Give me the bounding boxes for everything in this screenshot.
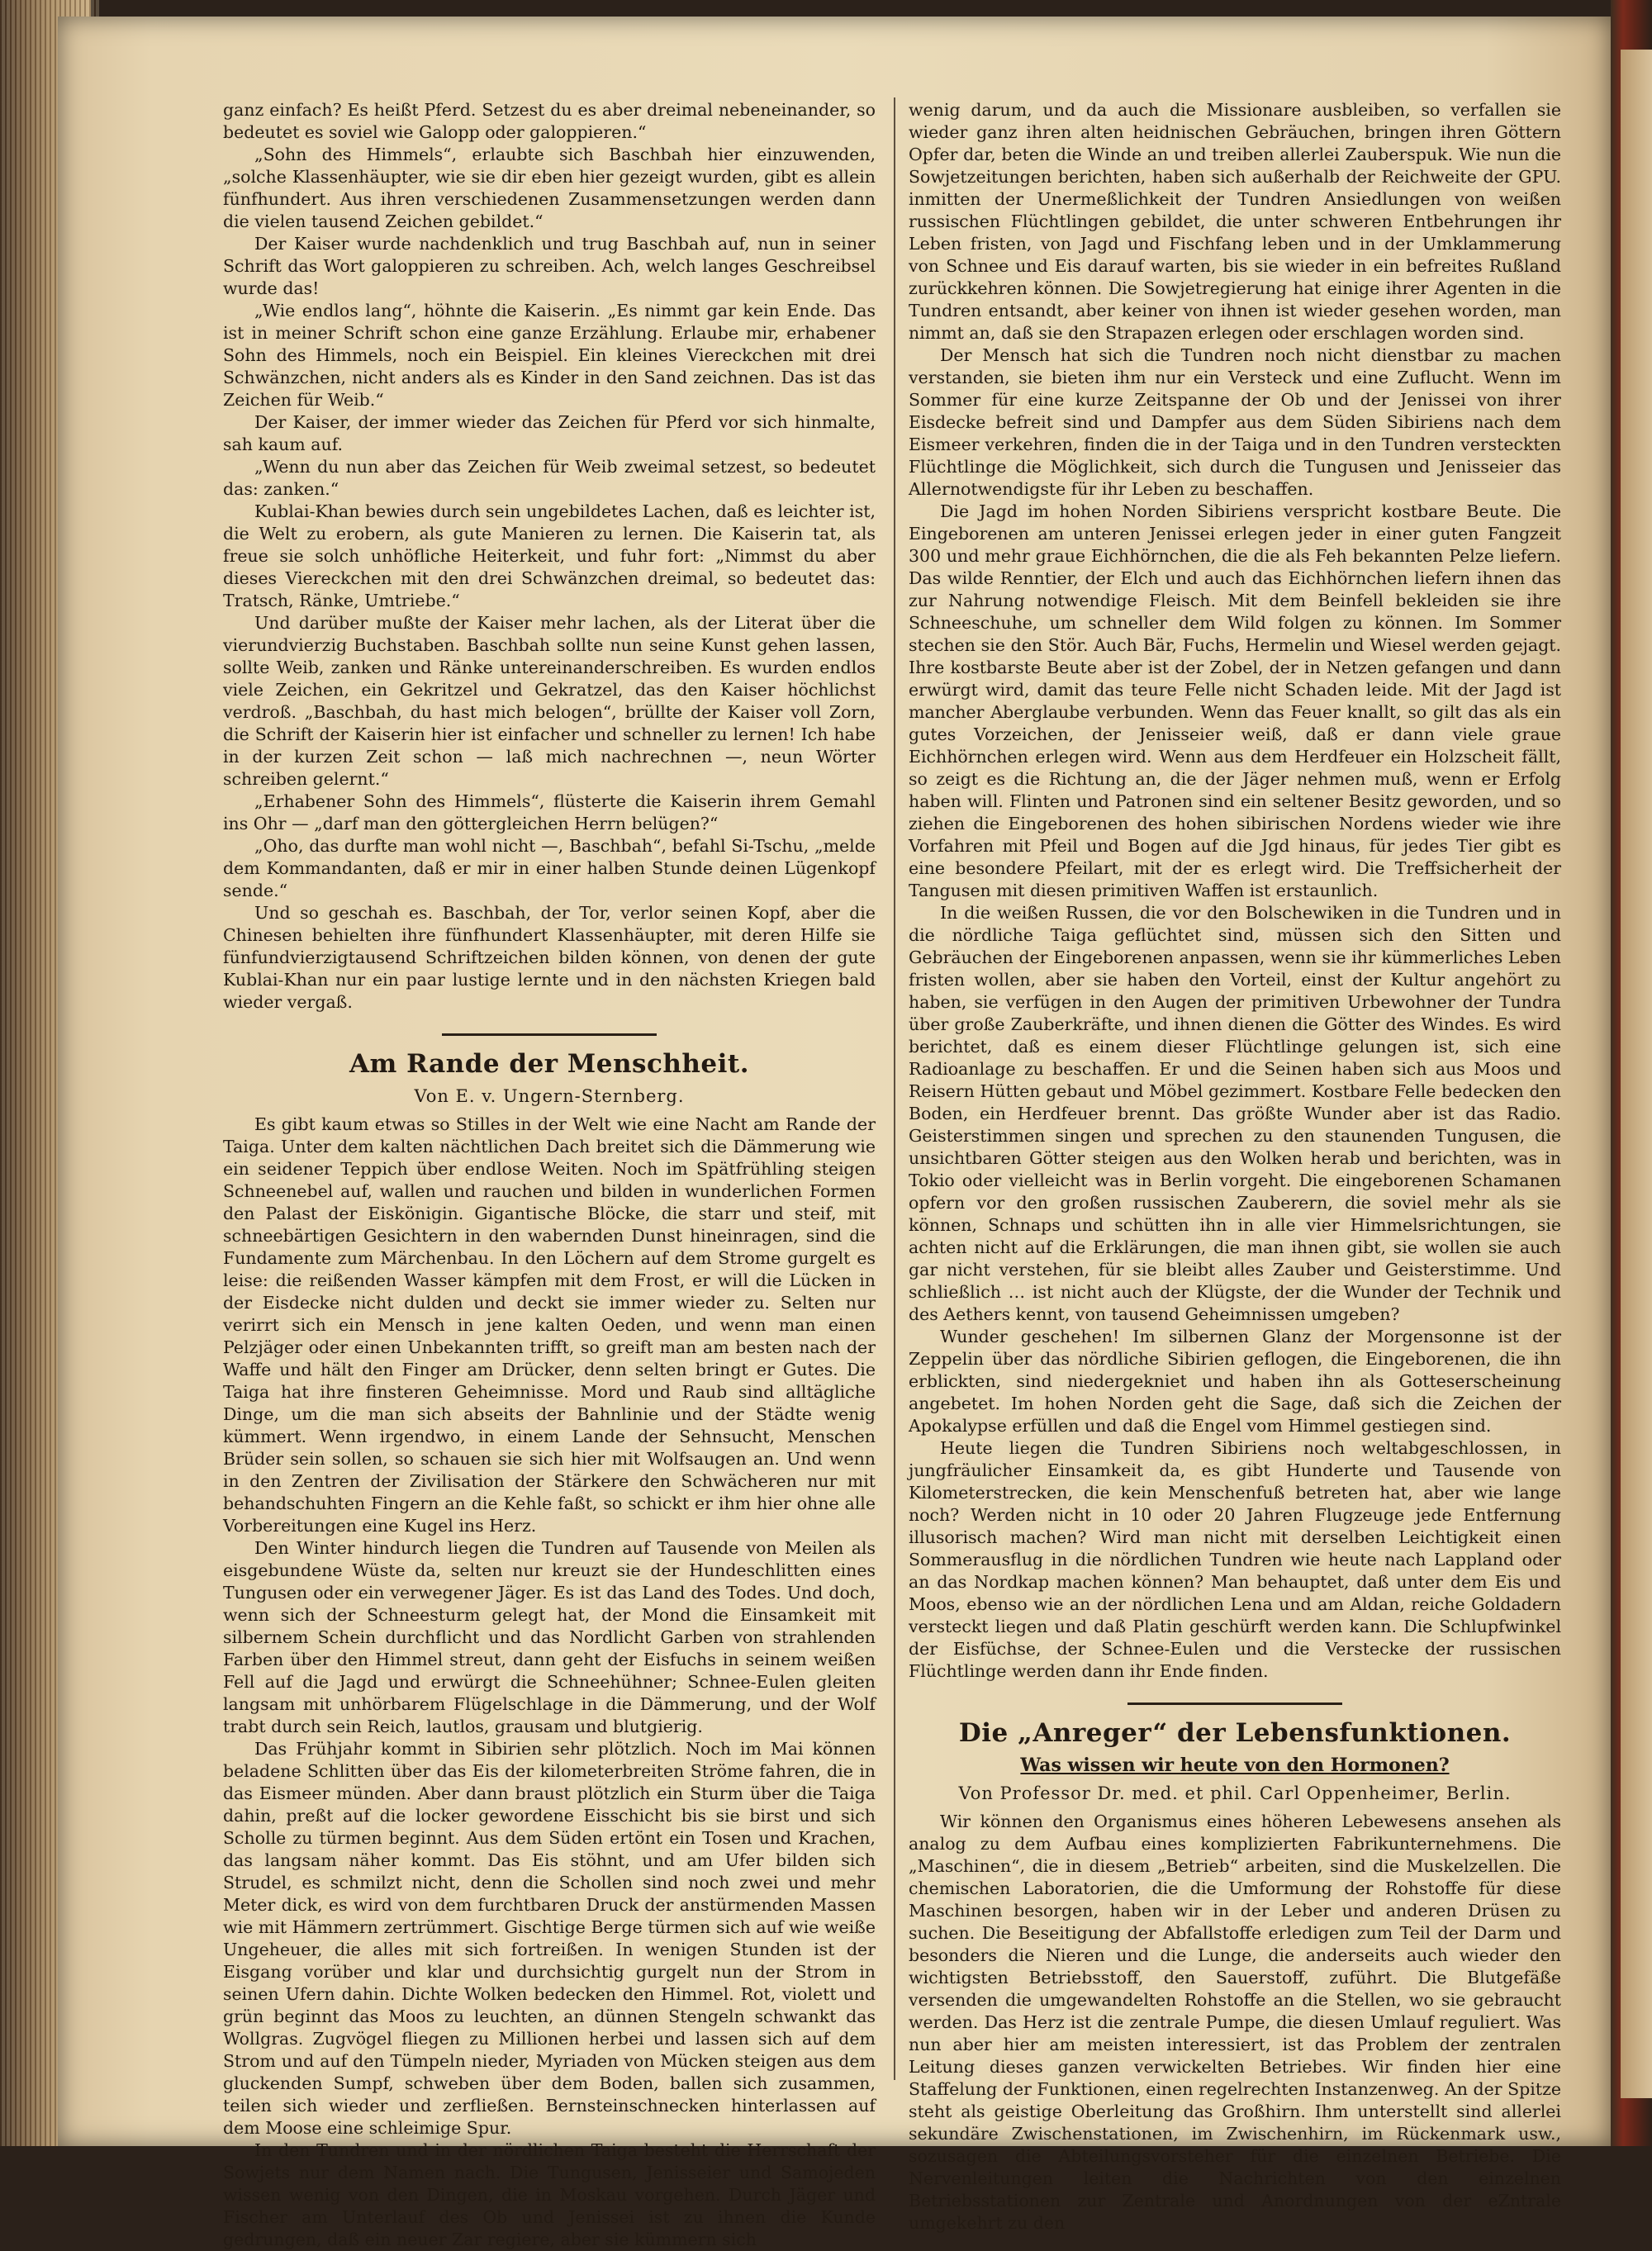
paragraph: Es gibt kaum etwas so Stilles in der Welt wie eine Nacht am Rande der Taiga. Unter dem kalten nächtlichen Dach breitet sich die Dämmerung wie ein seidener Teppich über endlose Weiten. Noch im Spätfrühling steigen Schneenebel auf, wallen und rauchen und bilden in wunderlichen Formen den Palast der Eiskönigin. Gigantische Blöcke, die starr und steif, mit schneebärtigen Gesichtern in den wabernden Dunst hineinragen, sind die Fundamente zum Märchenbau. In den Löchern auf dem Strome gurgelt es leise: die reißenden Wasser kämpfen mit dem Frost, er will die Lücken in der Eisdecke nicht dulden und deckt sie immer wieder zu. Selten nur verirrt sich ein Mensch in jene kalten Oeden, und wenn man einen Pelzjäger oder einen Unbekannten trifft, so greift man am besten nach der Waffe und hält den Finger am Drücker, denn selten bringt er Gutes. Die Taiga hat ihre finsteren Geheimnisse. Mord und Raub sind alltägliche Dinge, um die man sich abseits der Bahnlinie und der Städte wenig kümmert. Wenn irgendwo, in einem Lande der Sehnsucht, Menschen Brüder sein sollen, so schauen sie sich hier mit Wolfsaugen an. Und wenn in den Zentren der Zivilisation der Stärkere den Schwächeren nur mit behandschuhten Fingern an die Kehle faßt, so schickt er ihm hier ohne alle Vorbereitungen eine Kugel ins Herz. [223, 1114, 876, 1536]
article-separator [1127, 1702, 1342, 1705]
article-subtitle-hormone: Was wissen wir heute von den Hormonen? [1020, 1755, 1450, 1776]
column-divider [894, 97, 895, 2080]
paragraph: wenig darum, und da auch die Missionare ausbleiben, so verfallen sie wieder ganz ihren alten heidnischen Gebräuchen, bringen ihren Göttern Opfer dar, beten die Winde an und treiben allerlei Zauberspuk. Wie nun die Sowjetzeitungen berichten, haben sich außerhalb der Reichweite der GPU. inmitten der Unermeßlichkeit der Tundren Ansiedlungen von weißen russischen Flüchtlingen gebildet, die unter schweren Entbehrungen ihr Leben fristen, von Jagd und Fischfang leben und in der Umklammerung von Schnee und Eis darauf warten, bis sie wieder in ein befreites Rußland zurückkehren können. Die Sowjetregierung hat einige ihrer Agenten in die Tundren entsandt, aber keiner von ihnen ist wieder gesehen worden, man nimmt an, daß sie den Strapazen erlegen oder erschlagen worden sind. [909, 100, 1561, 343]
article-separator [442, 1033, 657, 1036]
paragraph: Das Frühjahr kommt in Sibirien sehr plötzlich. Noch im Mai können beladene Schlitten über das Eis der kilometerbreiten Ströme fahren, die in das Eismeer münden. Aber dann braust plötzlich ein Sturm über die Taiga dahin, preßt auf die locker gewordene Eisschicht bis sie birst und sich Scholle zu türmen beginnt. Aus dem Süden ertönt ein Tosen und Krachen, das langsam näher kommt. Das Eis stöhnt, und am Ufer bilden sich Strudel, es schmilzt nicht, denn die Schollen sind noch zwei und mehr Meter dick, es wird von dem furchtbaren Druck der anstürmenden Massen wie mit Hämmern zertrümmert. Gischtige Berge türmen sich auf wie weiße Ungeheuer, die alles mit sich fortreißen. In wenigen Stunden ist der Eisgang vorüber und klar und durchsichtig gurgelt nun der Strom in seinen Ufern dahin. Dichte Wolken bedecken den Himmel. Rot, violett und grün beginnt das Moos zu leuchten, an dünnen Stengeln schwankt das Wollgras. Zugvögel fliegen zu Millionen herbei und lassen sich auf dem Strom und auf den Tümpeln nieder, Myriaden von Mücken steigen aus dem gluckenden Sumpf, schweben über dem Boden, ballen sich zusammen, teilen sich wieder und zerfließen. Bernsteinschnecken hinterlassen auf dem Moose eine schleimige Spur. [223, 1739, 876, 2138]
paragraph: Wunder geschehen! Im silbernen Glanz der Morgensonne ist der Zeppelin über das nördliche Sibirien geflogen, die Eingeborenen, die ihn erblickten, sind niedergekniet und haben ihn als Gotteserscheinung angebetet. Im hohen Norden geht die Sage, daß sich die Zeichen der Apokalypse erfüllen und daß die Engel vom Himmel gestiegen sind. [909, 1327, 1561, 1436]
paragraph: Kublai-Khan bewies durch sein ungebildetes Lachen, daß es leichter ist, die Welt zu erobern, als gute Manieren zu lernen. Die Kaiserin tat, als freue sie solch unhöfliche Heiterkeit, und fuhr fort: „Nimmst du aber dieses Viereckchen mit den drei Schwänzchen dreimal, so bedeutet das: Tratsch, Ränke, Umtriebe.“ [223, 501, 876, 610]
article-body-rande-menschheit [223, 1114, 876, 2251]
paragraph: Der Kaiser, der immer wieder das Zeichen für Pferd vor sich hinmalte, sah kaum auf. [223, 412, 876, 454]
paragraph: Und darüber mußte der Kaiser mehr lachen, als der Literat über die vierundvierzig Buchstaben. Baschbah sollte nun seine Kunst gehen lassen, sollte Weib, zanken und Ränke untereinanderschreiben. Es wurden endlos viele Zeichen, ein Gekritzel und Gekratzel, das den Kaiser höchlichst verdroß. „Baschbah, du hast mich belogen“, brüllte der Kaiser voll Zorn, die Schrift der Kaiserin hier ist einfacher und schneller zu lernen! Ich habe in der kurzen Zeit schon — laß mich nachrechnen —, neun Wörter schreiben gelernt.“ [223, 613, 876, 789]
paragraph: Und so geschah es. Baschbah, der Tor, verlor seinen Kopf, aber die Chinesen behielten ihre fünfhundert Klassenhäupter, mit deren Hilfe sie fünfundvierzigtausend Schriftzeichen bilden können, von denen der gute Kublai-Khan nur ein paar lustige lernte und in den nächsten Kriegen bald wieder vergaß. [223, 903, 876, 1012]
article-body-rande-continuation [909, 99, 1561, 1683]
article-title-rande-menschheit: Am Rande der Menschheit. [349, 1049, 750, 1079]
paragraph: „Wie endlos lang“, höhnte die Kaiserin. „Es nimmt gar kein Ende. Das ist in meiner Schrift schon eine ganze Erzählung. Erlaube mir, erhabener Sohn des Himmels, noch ein Beispiel. Ein kleines Viereckchen mit drei Schwänzchen, nicht anders als es Kinder in den Sand zeichnen. Das ist das Zeichen für Weib.“ [223, 301, 876, 410]
right-column [909, 99, 1561, 2234]
paragraph: Wir können den Organismus eines höheren Lebewesens ansehen als analog zu dem Aufbau eines komplizierten Fabrikunternehmens. Die „Maschinen“, die in diesem „Betrieb“ arbeiten, sind die Muskelzellen. Die chemischen Laboratorien, die die Umformung der Rohstoffe für diese Maschinen besorgen, haben wir in der Leber und anderen Drüsen zu suchen. Die Beseitigung der Abfallstoffe erledigen zum Teil der Darm und besonders die Nieren und die Lunge, die anderseits auch wieder den wichtigsten Betriebsstoff, den Sauerstoff, zuführt. Die Blutgefäße versenden die umgewandelten Rohstoffe an die Stellen, wo sie gebraucht werden. Das Herz ist die zentrale Pumpe, die diesen Umlauf reguliert. Was nun aber hier am meisten interessiert, ist das Problem der zentralen Leitung dieses ganzen verwickelten Betriebes. Wir finden hier eine Staffelung der Funktionen, einen regelrechten Instanzenweg. An der Spitze steht als geistige Oberleitung das Großhirn. Ihm unterstellt sind allerlei sekundäre Zwischenstationen, im Zwischenhirn, im Rückenmark usw., sozusagen die Abteilungsvorsteher für die einzelnen Betriebe. Die Nervenleitungen leiten die Nachrichten von den einzelnen Betriebsstationen zur Zentrale und Anordnungen von der eZntrale umgekehrt zu den [909, 1812, 1561, 2233]
paragraph: Heute liegen die Tundren Sibiriens noch weltabgeschlossen, in jungfräulicher Einsamkeit da, es gibt Hunderte und Tausende von Kilometerstrecken, die kein Menschenfuß betreten hat, aber wie lange noch? Werden nicht in 10 oder 20 Jahren Flugzeuge jede Entfernung illusorisch machen? Wird man nicht mit derselben Leichtigkeit einen Sommerausflug in die nördlichen Tundren wie heute nach Lappland oder an das Nordkap machen können? Man behauptet, daß unter dem Eis und Moos, ebenso wie an der nördlichen Lena und am Aldan, reiche Goldadern versteckt liegen und daß Platin geschürft werden kann. Die Schlupfwinkel der Eisfüchse, der Schnee-Eulen und die Verstecke der russischen Flüchtlinge werden dann ihr Ende finden. [909, 1438, 1561, 1681]
next-page-edge [1621, 50, 1652, 2098]
paragraph: „Wenn du nun aber das Zeichen für Weib zweimal setzest, so bedeutet das: zanken.“ [223, 457, 876, 499]
paragraph: In den Tundren und in der nördlichen Taiga besteht die Herrschaft der Sowjets nur dem Namen nach. Die Tungusen, Jenisseier und Samojeden wissen wenig von den Dingen, die in Moskau vorgehen. Durch Jäger und Fischer am Unterlauf des Ob und Jenissei ist zu ihnen die Kunde gedrungen, daß ein neuer Zar regiere, aber sie kümmern sich [223, 2140, 876, 2249]
article-title-anreger: Die „Anreger“ der Lebensfunktionen. [958, 1718, 1512, 1748]
paragraph: „Erhabener Sohn des Himmels“, flüsterte die Kaiserin ihrem Gemahl ins Ohr — „darf man den göttergleichen Herrn belügen?“ [223, 791, 876, 833]
article-body-anreger [909, 1811, 1561, 2234]
left-story-continuation [223, 99, 876, 1014]
left-column [223, 99, 876, 2251]
paragraph: Die Jagd im hohen Norden Sibiriens verspricht kostbare Beute. Die Eingeborenen am unteren Jenissei erlegen jeder in einer guten Fangzeit 300 und mehr graue Eichhörnchen, die die als Feh bekannten Pelze liefern. Das wilde Renntier, der Elch und auch das Eichhörnchen liefern ihnen das zur Nahrung notwendige Fleisch. Mit dem Beinfell bekleiden sie ihre Schneeschuhe, um schneller dem Wild folgen zu können. Im Sommer stechen sie den Stör. Auch Bär, Fuchs, Hermelin und Wiesel werden gejagt. Ihre kostbarste Beute aber ist der Zobel, der in Netzen gefangen und dann erwürgt wird, damit das teure Felle nicht Schaden leide. Mit der Jagd ist mancher Aberglaube verbunden. Wenn das Feuer knallt, so gilt das als ein gutes Vorzeichen, der Jenisseier weiß, daß er dann viele graue Eichhörnchen erlegen wird. Wenn aus dem Herdfeuer ein Holzscheit fällt, so zeigt es die Richtung an, die der Jäger nehmen muß, wenn er Erfolg haben will. Flinten und Patronen sind ein seltener Besitz geworden, und so ziehen die Eingeborenen des hohen sibirischen Nordens wieder wie ihre Vorfahren mit Pfeil und Bogen auf die Jgd hinaus, für jedes Tier gibt es eine besondere Pfeilart, mit der es erlegt wird. Die Treffsicherheit der Tangusen mit diesen primitiven Waffen ist erstaunlich. [909, 501, 1561, 900]
article-byline: Von Professor Dr. med. et phil. Carl Oppenheimer, Berlin. [958, 1783, 1512, 1803]
paragraph: In die weißen Russen, die vor den Bolschewiken in die Tundren und in die nördliche Taiga geflüchtet sind, müssen sich den Sitten und Gebräuchen der Eingeborenen anpassen, wenn sie ihr kümmerliches Leben fristen wollen, aber sie haben den Vorteil, einst der Kultur angehört zu haben, sie verfügen in den Augen der primitiven Urbewohner der Tundra über große Zauberkräfte, und ihnen dienen die Götter des Windes. Es wird berichtet, daß es einem dieser Flüchtlinge gelungen ist, sich eine Radioanlage zu beschaffen. Er und die Seinen haben sich aus Moos und Reisern Hütten gebaut und Möbel gezimmert. Kostbare Felle bedecken den Boden, ein Herdfeuer brennt. Das größte Wunder aber ist das Radio. Geisterstimmen singen und sprechen zu den staunenden Tungusen, die unsichtbaren Götter steigen aus den Wolken herab und berichten, was in Tokio oder vielleicht was in Berlin vorgeht. Die eingeborenen Schamanen opfern vor den großen russischen Zauberern, die soviel mehr als sie können, Schnaps und schütten ihn in alle vier Himmelsrichtungen, sie achten nicht auf die Erklärungen, die man ihnen gibt, sie wollen sie auch gar nicht verstehen, für sie bleibt alles Zauber und Geisterstimme. Und schließlich … ist nicht auch der Klügste, der die Wunder der Technik und des Aethers kennt, von tausend Geheimnissen umgeben? [909, 903, 1561, 1324]
paragraph: „Sohn des Himmels“, erlaubte sich Baschbah hier einzuwenden, „solche Klassenhäupter, wie sie dir eben hier gezeigt wurden, gibt es allein fünfhundert. Aus ihren verschiedenen Zusammensetzungen werden dann die vielen tausend Zeichen gebildet.“ [223, 145, 876, 231]
paragraph: Der Mensch hat sich die Tundren noch nicht dienstbar zu machen verstanden, sie bieten ihm nur ein Versteck und eine Zuflucht. Wenn im Sommer für eine kurze Zeitspanne der Ob und der Jenissei von ihrer Eisdecke befreit sind und Dampfer aus dem Süden Sibiriens nach dem Eismeer verkehren, finden die in der Taiga und in den Tundren versteckten Flüchtlinge die Möglichkeit, sich durch die Tungusen und Jenisseier das Allernotwendigste für ihr Leben zu beschaffen. [909, 345, 1561, 499]
paragraph: Der Kaiser wurde nachdenklich und trug Baschbah auf, nun in seiner Schrift das Wort galoppieren zu schreiben. Ach, welch langes Geschreibsel wurde das! [223, 234, 876, 298]
paragraph: ganz einfach? Es heißt Pferd. Setzest du es aber dreimal nebeneinander, so bedeutet es soviel wie Galopp oder galoppieren.“ [223, 100, 876, 142]
paragraph: „Oho, das durfte man wohl nicht —, Baschbah“, befahl Si-Tschu, „melde dem Kommandanten, daß er mir in einer halben Stunde deinen Lügenkopf sende.“ [223, 836, 876, 900]
article-byline: Von E. v. Ungern-Sternberg. [414, 1086, 685, 1106]
paragraph: Den Winter hindurch liegen die Tundren auf Tausende von Meilen als eisgebundene Wüste da, selten nur kreuzt sie der Hundeschlitten eines Tungusen oder ein verwegener Jäger. Es ist das Land des Todes. Und doch, wenn sich der Schneesturm gelegt hat, der Mond die Einsamkeit mit silbernem Schein durchflicht und das Nordlicht Garben von strahlenden Farben über den Himmel streut, dann geht der Eisfuchs in seinem weißen Fell auf die Jagd und erwürgt die Schneehühner; Schnee-Eulen gleiten langsam mit unhörbarem Flügelschlage in die Dämmerung, und der Wolf trabt durch sein Reich, lautlos, grausam und blutgierig. [223, 1538, 876, 1736]
